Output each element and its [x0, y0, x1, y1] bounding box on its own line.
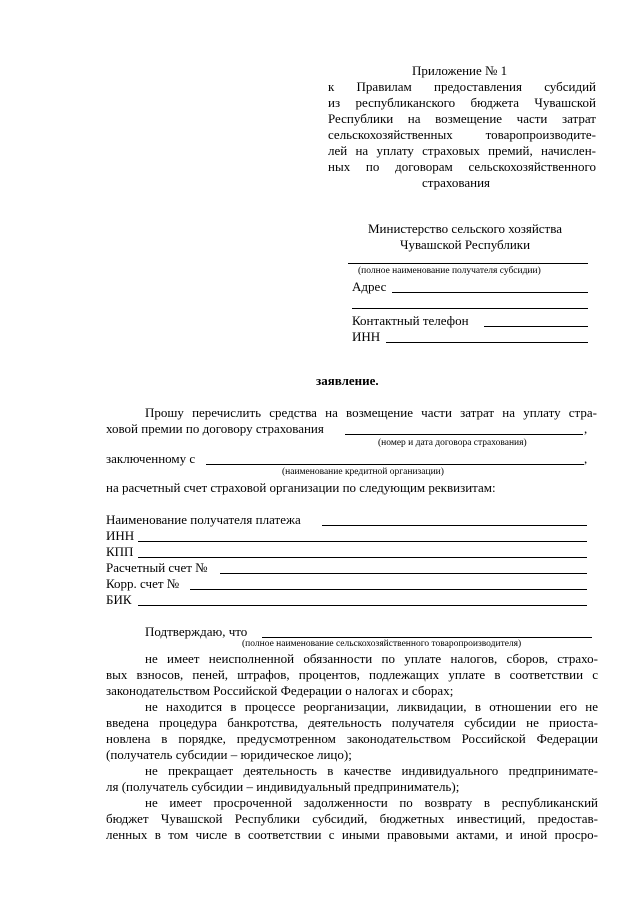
recipient-full-name-caption: (полное наименование получателя субсидии)	[358, 266, 541, 276]
phone-line	[484, 326, 588, 327]
confirm-line: законодательством Российской Федерации о налогах и сборах;	[106, 683, 454, 698]
confirm-line: ля (получатель субсидии – индивидуальный предприниматель);	[106, 779, 460, 794]
payee-line	[322, 525, 587, 526]
kpp-label: КПП	[106, 544, 134, 559]
appendix-line: ных по договорам сельскохозяйственного	[328, 159, 596, 174]
appendix-line: Республики на возмещение части затрат	[328, 111, 596, 126]
corr-account-line	[190, 589, 587, 590]
confirm-line: новлена в порядке, предусмотренном законодательством Российской Федерации	[106, 731, 598, 746]
confirm-line: не имеет просроченной задолженности по возврату в республиканский	[145, 795, 598, 810]
bank-caption: (наименование кредитной организации)	[282, 467, 444, 477]
request-line-3: заключенному с	[106, 451, 196, 466]
account-label: Расчетный счет №	[106, 560, 208, 575]
request-comma-2: ,	[584, 451, 588, 466]
address-label: Адрес	[352, 279, 387, 294]
bik-line	[138, 605, 587, 606]
appendix-line: к Правилам предоставления субсидий	[328, 79, 596, 94]
confirm-line: (получатель субсидии – юридическое лицо);	[106, 747, 352, 762]
ministry-name-line2: Чувашской Республики	[400, 237, 531, 252]
bank-line	[206, 464, 584, 465]
confirm-line: не находится в процессе реорганизации, ликвидации, в отношении его не	[145, 699, 598, 714]
producer-line	[262, 637, 592, 638]
request-comma-1: ,	[584, 421, 588, 436]
appendix-title: Приложение № 1	[412, 63, 508, 78]
producer-caption: (полное наименование сельскохозяйственного товаропроизводителя)	[242, 639, 522, 649]
confirm-line: ленных в том числе в соответствии с иными правовыми актами, и иной просро-	[106, 827, 598, 842]
inn-label: ИНН	[106, 528, 135, 543]
request-line-1: Прошу перечислить средства на возмещение части затрат на уплату стра-	[145, 405, 597, 420]
confirm-intro: Подтверждаю, что	[145, 624, 248, 639]
confirm-line: не имеет неисполненной обязанности по уплате налогов, сборов, страхо-	[145, 651, 598, 666]
address-line-2	[352, 308, 588, 309]
appendix-line: из республиканского бюджета Чувашской	[328, 95, 596, 110]
recipient-full-name-line	[348, 263, 588, 264]
inn-line	[138, 541, 587, 542]
recipient-inn-label: ИНН	[352, 329, 381, 344]
document-heading: заявление.	[316, 373, 379, 388]
request-line-2: ховой премии по договору страхования	[106, 421, 324, 436]
confirm-line: бюджет Чувашской Республики субсидий, бюджетных инвестиций, предостав-	[106, 811, 598, 826]
phone-label: Контактный телефон	[352, 313, 469, 328]
request-line-4: на расчетный счет страховой организации по следующим реквизитам:	[106, 480, 496, 495]
ministry-name-line1: Министерство сельского хозяйства	[368, 221, 562, 236]
kpp-line	[138, 557, 587, 558]
appendix-line: лей на уплату страховых премий, начислен-	[328, 143, 596, 158]
account-line	[220, 573, 587, 574]
bik-label: БИК	[106, 592, 132, 607]
appendix-line: сельскохозяйственных товаропроизводите-	[328, 127, 596, 142]
recipient-inn-line	[386, 342, 588, 343]
confirm-line: вых взносов, пеней, штрафов, процентов, подлежащих уплате в соответствии с	[106, 667, 598, 682]
corr-account-label: Корр. счет №	[106, 576, 180, 591]
contract-caption: (номер и дата договора страхования)	[378, 438, 527, 448]
confirm-line: не прекращает деятельность в качестве индивидуального предпринимате-	[145, 763, 598, 778]
address-line	[392, 292, 588, 293]
contract-line	[345, 434, 583, 435]
confirm-line: введена процедура банкротства, деятельность получателя субсидии не приоста-	[106, 715, 598, 730]
payee-label: Наименование получателя платежа	[106, 512, 301, 527]
appendix-last-line: страхования	[422, 175, 491, 190]
